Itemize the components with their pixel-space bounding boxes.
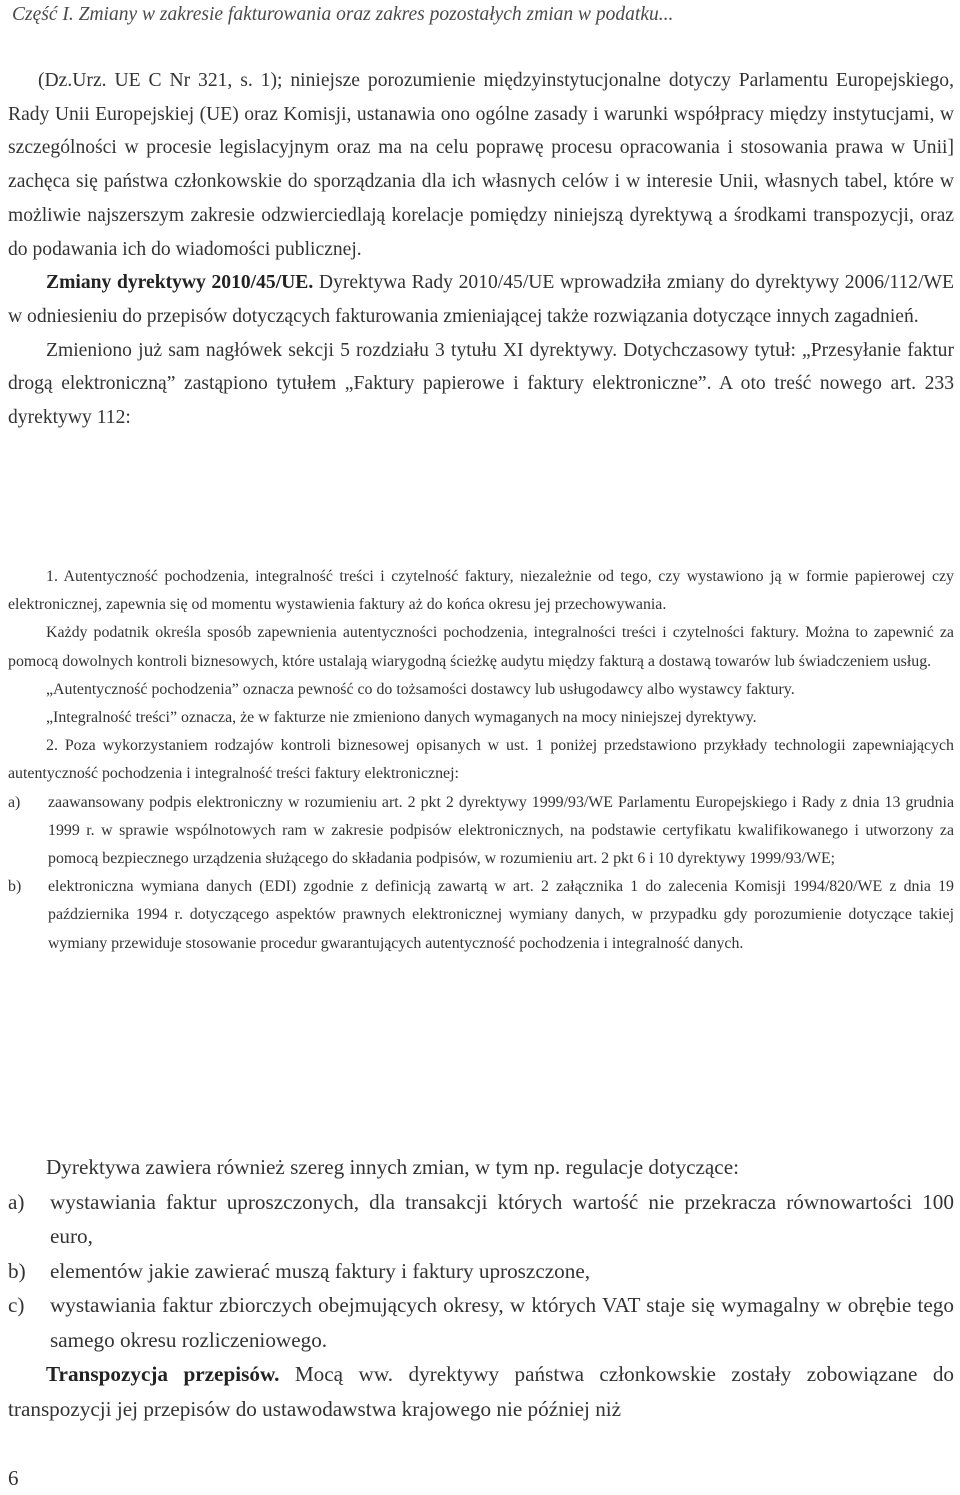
list-item-text: wystawiania faktur zbiorczych obejmujących okresy, w których VAT staje się wymagalny w obrębie tego samego okresu rozliczeniowego.: [50, 1293, 954, 1352]
list-item-text: wystawiania faktur uproszczonych, dla transakcji których wartość nie przekracza równowartości 100 euro,: [50, 1189, 954, 1248]
quote-paragraph-5: 2. Poza wykorzystaniem rodzajów kontroli biznesowej opisanych w ust. 1 poniżej przedstawiono przykłady technologii zapewniających autentyczność pochodzenia i integralność treści faktury elektronicznej:: [8, 737, 954, 783]
list-item-label: c): [8, 1293, 25, 1317]
list-item: [8, 1254, 954, 1289]
list-item-label: b): [8, 1258, 26, 1283]
quote-paragraph-4: „Integralność treści” oznacza, że w fakturze nie zmieniono danych wymaganych na mocy niniejszej dyrektywy.: [46, 709, 757, 727]
list-item-text: zaawansowany podpis elektroniczny w rozumieniu art. 2 pkt 2 dyrektywy 1999/93/WE Parlamentu Europejskiego i Rady z dnia 13 grudnia 1999 r. w sprawie wspólnotowych ram w zakresie podpisów elektronicznych, na podstawie certyfikatu kwalifikowanego i utworzony za pomocą bezpiecznego urządzenia służącego do składania podpisów, w rozumieniu art. 2 pkt 6 i 10 dyrektywy 1999/93/WE;: [48, 793, 954, 868]
other-changes-intro: Dyrektywa zawiera również szereg innych zmian, w tym np. regulacje dotyczące:: [46, 1155, 739, 1179]
list-item-label: a): [8, 793, 21, 811]
list-item-text: elementów jakie zawierać muszą faktury i faktury uproszczone,: [50, 1258, 591, 1283]
other-changes-list: [8, 1185, 954, 1358]
quote-paragraph-2: Każdy podatnik określa sposób zapewnienia autentyczności pochodzenia, integralności treści i czytelności faktury. Można to zapewnić za pomocą dowolnych kontroli biznesowych, które ustalają wiarygodną ścieżkę audytu między fakturą a dostawą towarów lub świadczeniem usług.: [8, 624, 954, 670]
transposition-text: Mocą ww. dyrektywy państwa członkowskie zostały zobowiązane do transpozycji jej przepisów do ustawodawstwa krajowego nie później niż: [8, 1362, 955, 1421]
list-item-label: a): [8, 1189, 25, 1214]
list-item: [8, 1185, 954, 1254]
other-changes-block: [8, 1150, 954, 1426]
page-number: 6: [8, 1466, 19, 1490]
quote-list: [8, 789, 954, 958]
intro-paragraph: (Dz.Urz. UE C Nr 321, s. 1); niniejsze porozumienie międzyinstytucjonalne dotyczy Parlamentu Europejskiego, Rady Unii Europejskiej (UE) oraz Komisji, ustanawia ono ogólne zasady i warunki współpracy między instytucjami, w szczególności w procesie legislacyjnym oraz ma na celu poprawę procesu opracowania i stosowania prawa w Unii] zachęca się państwa członkowskie do sporządzania dla ich własnych celów i w interesie Unii, własnych tabel, które w możliwie najszerszym zakresie odzwierciedlają korelacje pomiędzy niniejszą dyrektywą a środkami transpozycji, oraz do podawania ich do wiadomości publicznej.: [8, 70, 954, 260]
changes-paragraph: [8, 266, 954, 333]
list-item: [8, 873, 954, 958]
transposition-paragraph: [8, 1357, 954, 1426]
changes-heading: Zmiany dyrektywy 2010/45/UE.: [46, 272, 314, 294]
quoted-article-block: [8, 563, 954, 958]
list-item-label: b): [8, 878, 22, 896]
transposition-heading: Transpozycja przepisów.: [46, 1362, 280, 1386]
quote-paragraph-1: 1. Autentyczność pochodzenia, integralność treści i czytelność faktury, niezależnie od tego, czy wystawiono ją w formie papierowej czy elektronicznej, zapewnia się od momentu wystawienia faktury aż do końca okresu jej przechowywania.: [8, 568, 954, 614]
header-change-paragraph: Zmieniono już sam nagłówek sekcji 5 rozdziału 3 tytułu XI dyrektywy. Dotychczasowy tytuł: „Przesyłanie faktur drogą elektroniczną” zastąpiono tytułem „Faktury papierowe i faktury elektroniczne”. A oto treść nowego art. 233 dyrektywy 112:: [8, 339, 954, 429]
list-item-text: elektroniczna wymiana danych (EDI) zgodnie z definicją zawartą w art. 2 załącznika 1 do zalecenia Komisji 1994/820/WE z dnia 19 października 1994 r. dotyczącego aspektów prawnych elektronicznej wymiany danych, w przypadku gdy porozumienie dotyczące takiej wymiany przewiduje stosowanie procedur gwarantujących autentyczność pochodzenia i integralność danych.: [48, 878, 954, 952]
changes-text: Dyrektywa Rady 2010/45/UE wprowadziła zmiany do dyrektywy 2006/112/WE w odniesieniu do przepisów dotyczących fakturowania zmieniającej także rozwiązania dotyczące innych zagadnień.: [8, 272, 954, 327]
running-header: Część I. Zmiany w zakresie fakturowania oraz zakres pozostałych zmian w podatku...: [12, 4, 674, 25]
list-item: [8, 789, 954, 874]
main-text-block: [8, 64, 954, 435]
quote-paragraph-3: „Autentyczność pochodzenia” oznacza pewność co do tożsamości dostawcy lub usługodawcy albo wystawcy faktury.: [46, 680, 795, 698]
list-item: [8, 1288, 954, 1357]
